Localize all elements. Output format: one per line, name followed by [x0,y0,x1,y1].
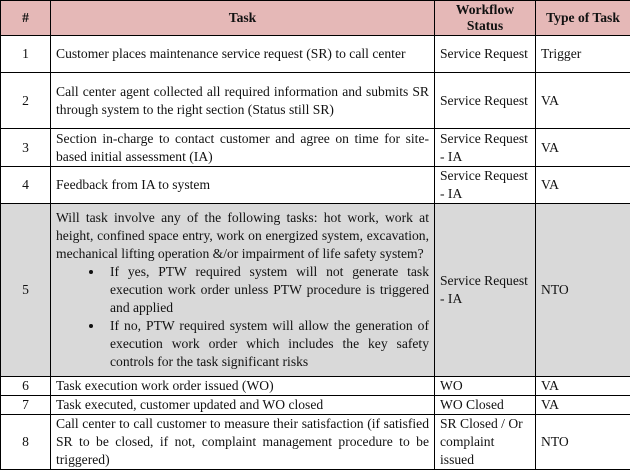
table-row [1,204,630,377]
row-type: VA [536,377,630,396]
row-num: 7 [1,396,51,415]
row-status: Service Request - IA [435,204,536,377]
row-type: NTO [536,204,630,377]
row-task: Section in-charge to contact customer and agree on time for site-based initial assessment (IA) [51,129,435,167]
row-status: Service Request [435,73,536,129]
header-type-of-task: Type of Task [536,1,630,36]
row-status: Service Request - IA [435,167,536,204]
row-type: VA [536,129,630,167]
row-status: Service Request [435,36,536,73]
row-status: WO [435,377,536,396]
row-task: Feedback from IA to system [51,167,435,204]
header-workflow-status: Workflow Status [435,1,536,36]
row-num: 1 [1,36,51,73]
row-num: 4 [1,167,51,204]
row-task: Task execution work order issued (WO) [51,377,435,396]
row-task-cell [51,204,435,377]
row-num: 6 [1,377,51,396]
table-row [1,415,630,470]
row-status: WO Closed [435,396,536,415]
row-status: SR Closed / Or complaint issued [435,415,536,470]
table-row [1,129,630,167]
row-type: VA [536,73,630,129]
row-task: Call center agent collected all required information and submits SR through system to the right section (Status still SR) [51,73,435,129]
table-row [1,36,630,73]
row-type: VA [536,396,630,415]
row-type: Trigger [536,36,630,73]
table-row [1,73,630,129]
task-bullet: • If no, PTW required system will allow the generation of execution work order which includes the key safety controls for the task significant risks [104,317,429,371]
header-row [1,1,630,36]
table-row [1,396,630,415]
row-task: Call center to call customer to measure their satisfaction (if satisfied SR to be closed, if not, complaint management procedure to be triggered) [51,415,435,470]
task-bullet-list [56,263,429,371]
row-task: Customer places maintenance service request (SR) to call center [51,36,435,73]
row-num: 8 [1,415,51,470]
row-task: Will task involve any of the following tasks: hot work, work at height, confined space entry, work on energized system, excavation, mechanical lifting operation &/or impairment of life safety system? [56,209,429,263]
row-type: NTO [536,415,630,470]
row-num: 2 [1,73,51,129]
task-bullet: • If yes, PTW required system will not generate task execution work order unless PTW procedure is triggered and applied [104,263,429,317]
row-task: Task executed, customer updated and WO closed [51,396,435,415]
header-num: # [1,1,51,36]
row-num: 3 [1,129,51,167]
header-task: Task [51,1,435,36]
table-row [1,167,630,204]
row-num: 5 [1,204,51,377]
row-status: Service Request - IA [435,129,536,167]
table-row [1,377,630,396]
row-type: VA [536,167,630,204]
